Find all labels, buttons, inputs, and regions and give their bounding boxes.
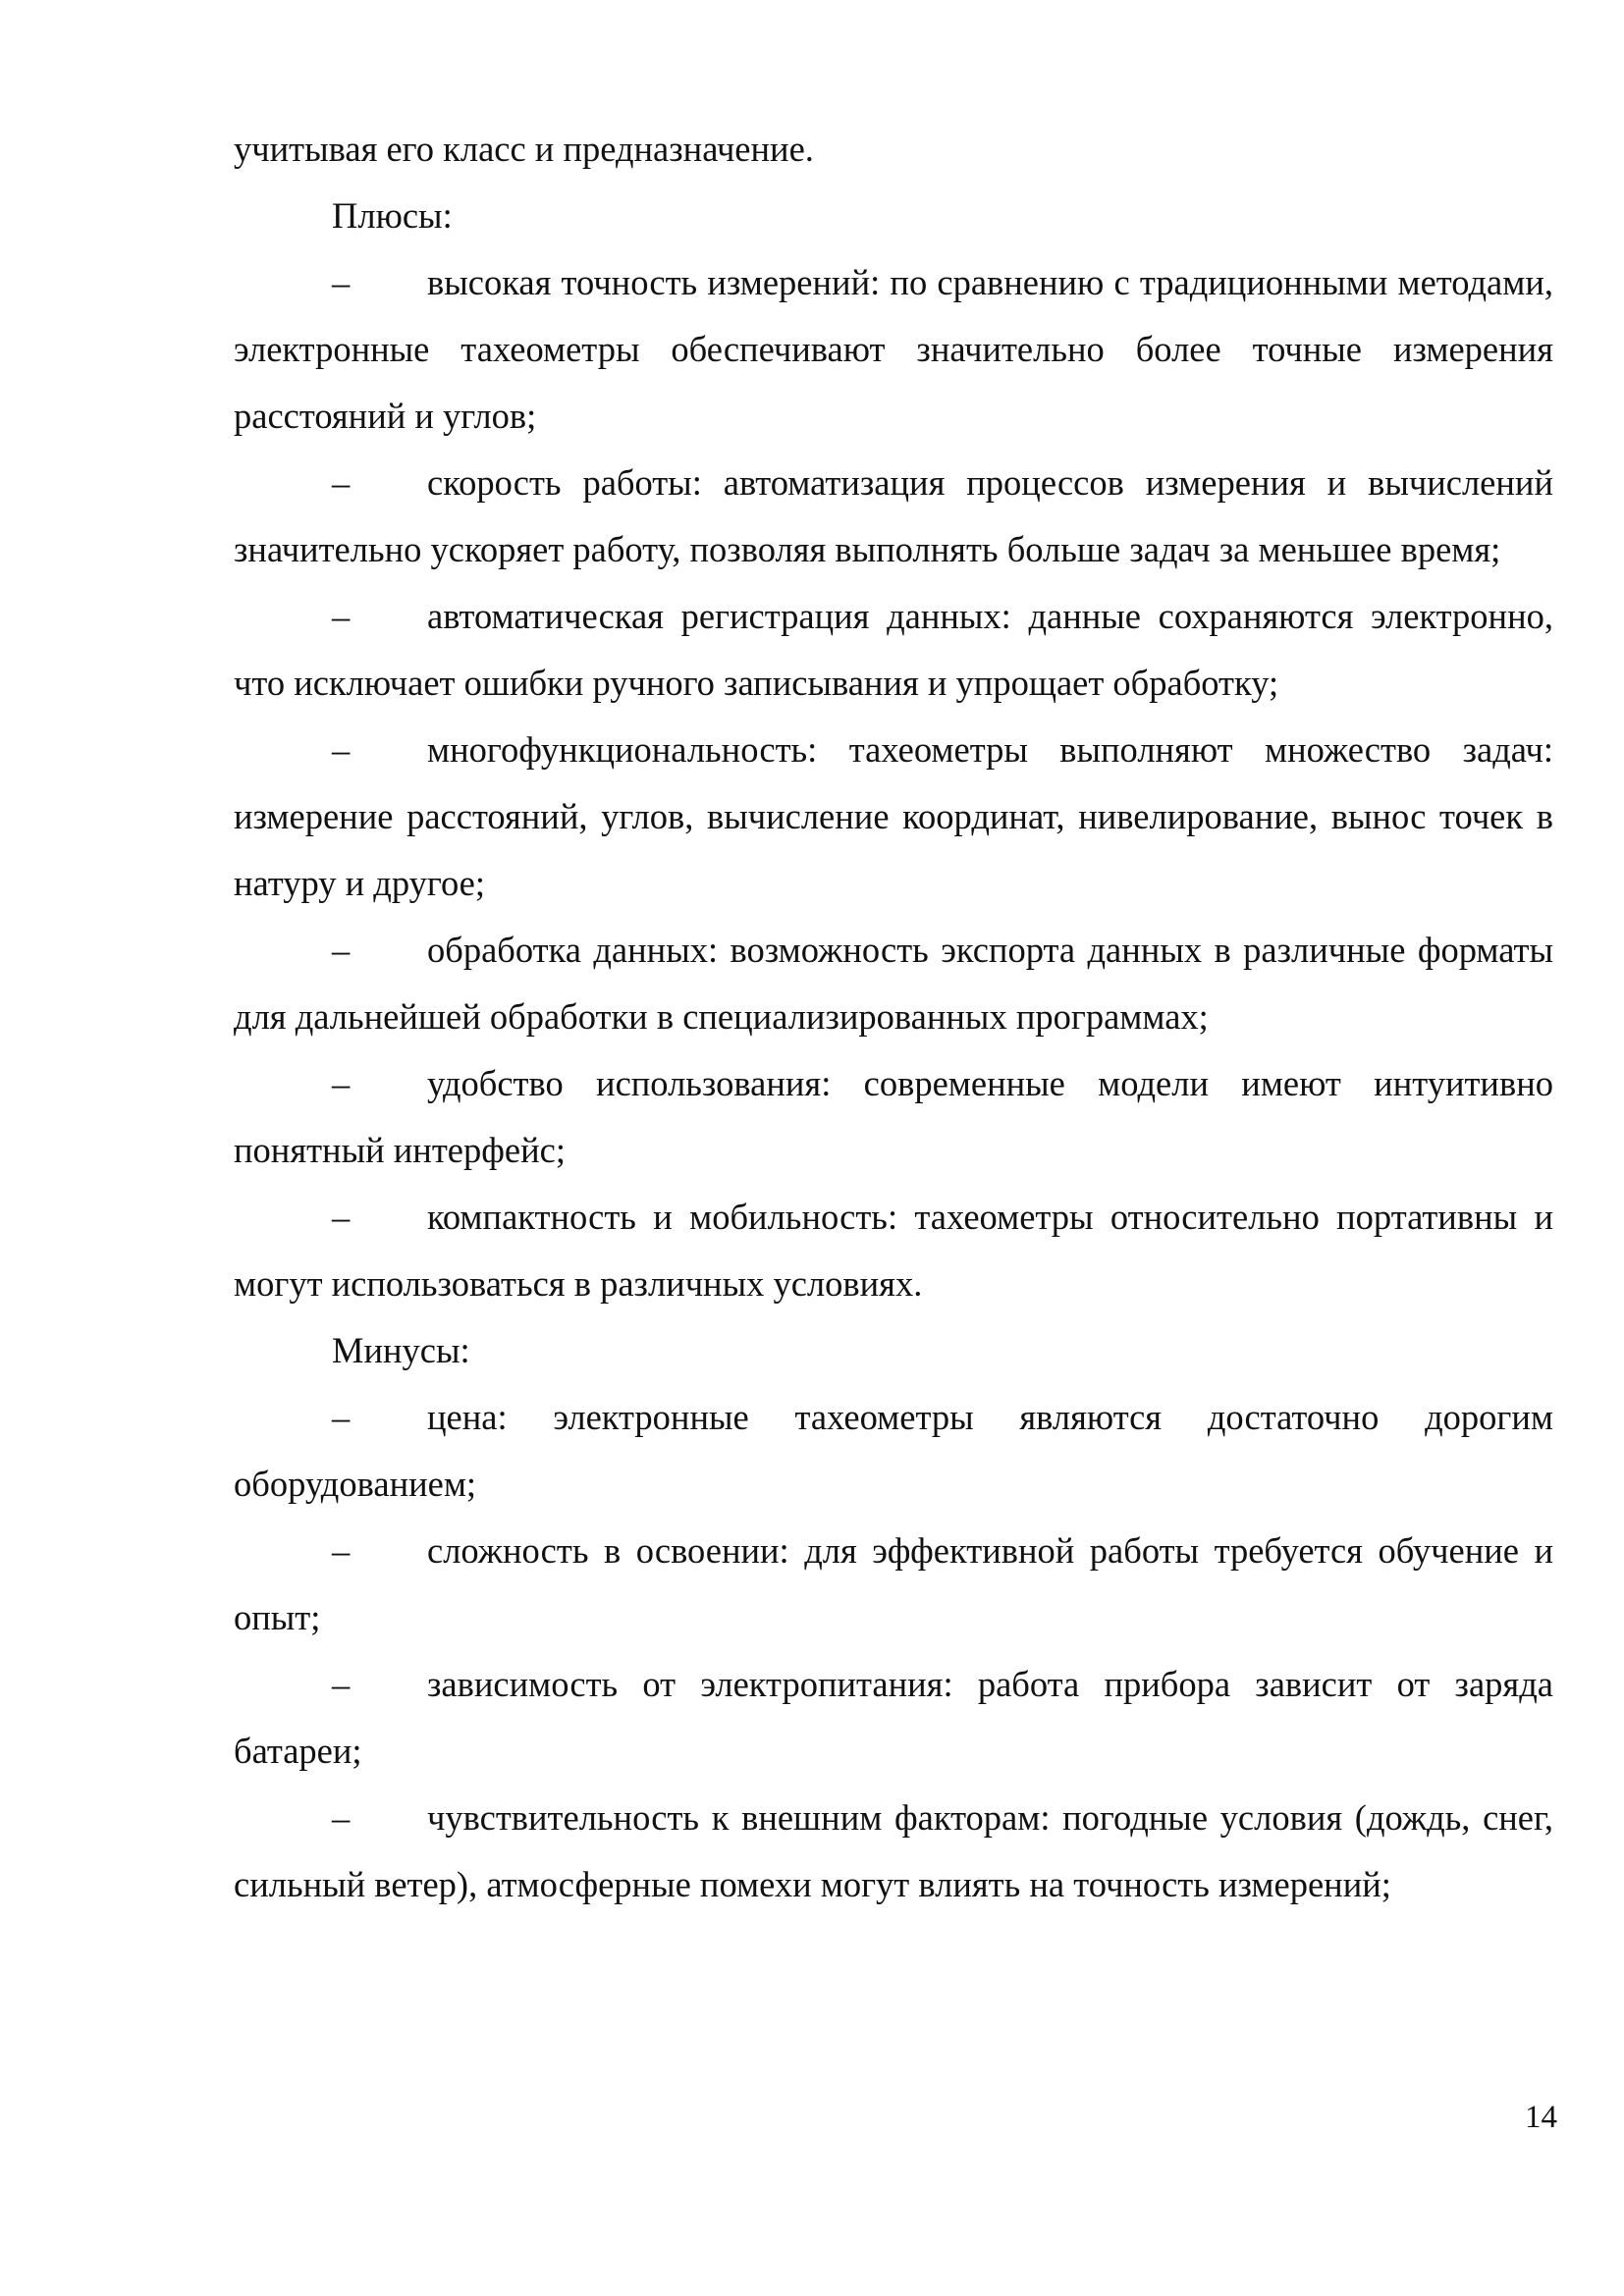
list-item: – автоматическая регистрация данных: данные сохраняются электронно, что исключает ошибки ручного записывания и упрощает обработку; — [234, 583, 1553, 717]
dash-bullet: – — [332, 1664, 351, 1704]
cons-heading: Минусы: — [332, 1330, 470, 1370]
list-item: – сложность в освоении: для эффективной работы требуется обучение и опыт; — [234, 1518, 1553, 1651]
dash-bullet: – — [332, 596, 351, 636]
pros-list — [234, 249, 1553, 1317]
list-item: – высокая точность измерений: по сравнению с традиционными методами, электронные тахеометры обеспечивают значительно более точные измерения расстояний и углов; — [234, 249, 1553, 450]
list-item: – компактность и мобильность: тахеометры относительно портативны и могут использоваться в различных условиях. — [234, 1184, 1553, 1317]
list-item: – цена: электронные тахеометры являются достаточно дорогим оборудованием; — [234, 1384, 1553, 1518]
dash-bullet: – — [332, 1530, 351, 1571]
dash-bullet: – — [332, 930, 351, 970]
cons-list — [234, 1384, 1553, 1918]
list-item: – удобство использования: современные модели имеют интуитивно понятный интерфейс; — [234, 1050, 1553, 1184]
page-content — [234, 116, 1553, 1918]
page-number: 14 — [1525, 2100, 1557, 2135]
list-item: – многофункциональность: тахеометры выполняют множество задач: измерение расстояний, углов, вычисление координат, нивелирование, вынос точек в натуру и другое; — [234, 717, 1553, 917]
continuation-text: учитывая его класс и предназначение. — [234, 129, 814, 169]
dash-bullet: – — [332, 1197, 351, 1237]
list-item: – зависимость от электропитания: работа прибора зависит от заряда батареи; — [234, 1651, 1553, 1785]
list-item: – обработка данных: возможность экспорта данных в различные форматы для дальнейшей обработки в специализированных программах; — [234, 917, 1553, 1050]
dash-bullet: – — [332, 462, 351, 503]
dash-bullet: – — [332, 1797, 351, 1838]
dash-bullet: – — [332, 262, 351, 302]
dash-bullet: – — [332, 1063, 351, 1103]
list-item: – скорость работы: автоматизация процессов измерения и вычислений значительно ускоряет работу, позволяя выполнять больше задач за меньшее время; — [234, 450, 1553, 583]
pros-heading: Плюсы: — [332, 195, 453, 236]
dash-bullet: – — [332, 1397, 351, 1437]
dash-bullet: – — [332, 729, 351, 770]
list-item: – чувствительность к внешним факторам: погодные условия (дождь, снег, сильный ветер), атмосферные помехи могут влиять на точность измерений; — [234, 1785, 1553, 1918]
